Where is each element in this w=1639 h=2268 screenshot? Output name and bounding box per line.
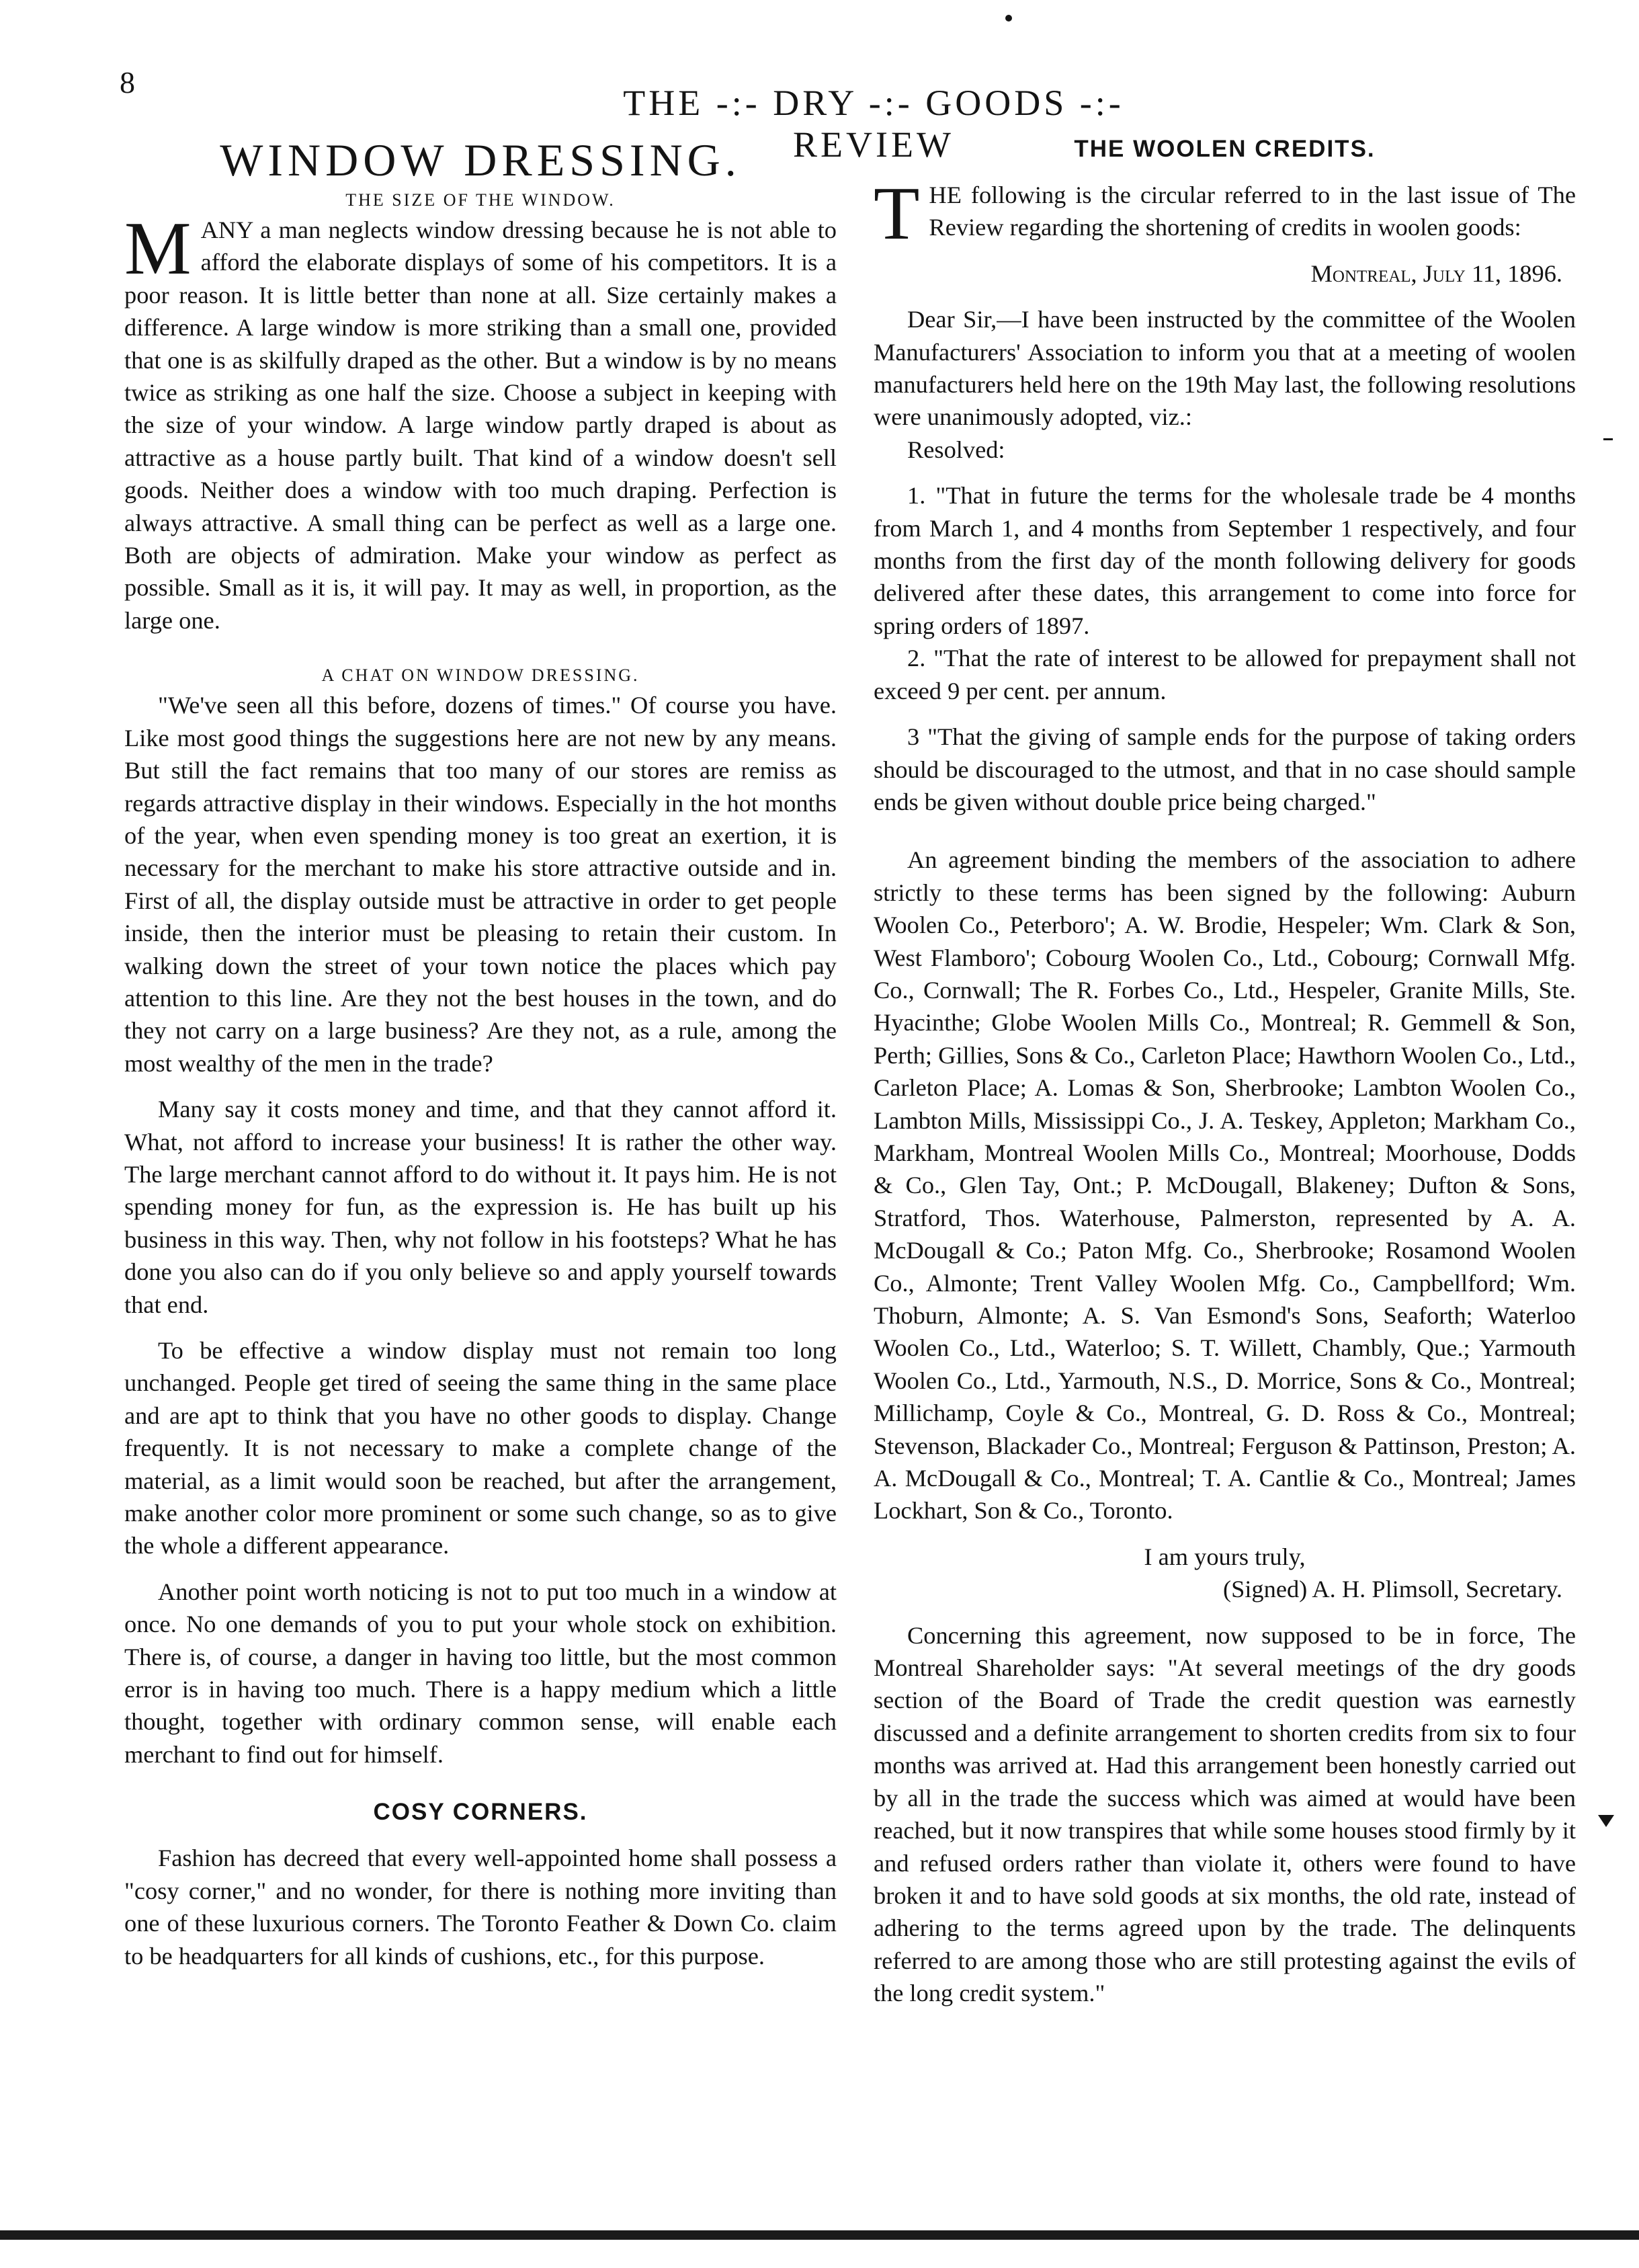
bottom-scan-edge <box>0 2230 1639 2240</box>
resolution-2: 2. "That the rate of interest to be allowed for prepayment shall not exceed 9 per cent. per annum. <box>874 645 1576 704</box>
woolen-credits-title: THE WOOLEN CREDITS. <box>1074 136 1376 162</box>
masthead: THE -:- DRY -:- GOODS -:- REVIEW <box>623 83 1124 165</box>
letter-opening: Dear Sir,—I have been instructed by the committee of the Woolen Manufacturers' Association to inform you that at a meeting of woolen manufacturers held here on the 19th May last, the following resolutions were unanimously adopted, viz.: <box>874 306 1576 431</box>
resolution-3: 3 "That the giving of sample ends for the purpose of taking orders should be discouraged to the utmost, and that in no case should sample ends be given without double price being charged." <box>874 723 1576 815</box>
size-of-window-subhead: THE SIZE OF THE WINDOW. <box>345 190 616 210</box>
window-dressing-title: WINDOW DRESSING. <box>220 134 741 186</box>
letter-date: Montreal, July 11, 1896. <box>1310 259 1562 287</box>
cosy-corners-paragraph: Fashion has decreed that every well-appointed home shall possess a "cosy corner," and no wonder, for there is nothing more inviting than one of these luxurious corners. The Toronto Feather & Down Co. claim to be headquarters for all kinds of cushions, etc., for this purpose. <box>124 1845 837 1970</box>
chat-paragraph-3: To be effective a window display must not remain too long unchanged. People get tired of seeing the same thing in the same place and are apt to think that you have no other goods to display. Change frequently. It is not necessary to make a complete change of the material, as a limit would soon be reached, but after the arrangement, make another color more prominent or some such change, so as to give the whole a different appearance. <box>124 1337 837 1560</box>
margin-tick-mark <box>1603 438 1613 440</box>
resolution-1: 1. "That in future the terms for the wholesale trade be 4 months from March 1, and 4 months from September 1 respectively, and four months from the first day of the month following delivery for goods delivered after these dates, this arrangement to come into force for spring orders of 1897. <box>874 482 1576 639</box>
letter-signoff: I am yours truly, <box>1144 1543 1306 1570</box>
chat-paragraph-4: Another point worth noticing is not to put too much in a window at once. No one demands of you to put your whole stock on exhibition. There is, of course, a danger in having too little, but the most common error is in having too much. There is a happy medium which a little thought, together with ordinary common sense, will enable each merchant to find out for himself. <box>124 1578 837 1768</box>
resolved-label: Resolved: <box>907 436 1005 463</box>
right-column <box>874 133 1576 2010</box>
ink-dot <box>1005 15 1012 22</box>
chat-on-window-dressing-subhead: A CHAT ON WINDOW DRESSING. <box>321 665 640 686</box>
drop-cap-t: T <box>874 172 920 255</box>
woolen-credits-intro <box>874 172 1576 255</box>
letter-signature: (Signed) A. H. Plimsoll, Secretary. <box>1222 1576 1562 1603</box>
page-number: 8 <box>120 65 135 99</box>
chat-paragraph-1: "We've seen all this before, dozens of times." Of course you have. Like most good things the suggestions here are not new by any means. But still the fact remains that too many of our stores are remiss as regards attractive display in their windows. Especially in the hot months of the year, when even spending money is too great an exertion, it is necessary for the merchant to make his store attractive outside and in. First of all, the display outside must be attractive in order to get people inside, then the interior must be pleasing to retain their custom. In walking down the street of your town notice the places which pay attention to this line. Are they not the best houses in the town, and do they not carry on a large business? Are they not, as a rule, among the most wealthy of the men in the trade? <box>124 692 837 1077</box>
margin-arrow-icon <box>1598 1815 1614 1827</box>
size-of-window-paragraph <box>124 207 837 637</box>
size-of-window-text: ANY a man neglects window dressing because he is not able to afford the elaborate displays of some of his competitors. It is a poor reason. It is little better than none at all. Size certainly makes a difference. A large window is more striking than a small one, provided that one is as skilfully draped as the other. But a window is by no means twice as striking as one half the size. Choose a subject in keeping with the size of your window. A large window partly draped is about as attractive as a house partly built. That kind of a window doesn't sell goods. Neither does a window with too much draping. Perfection is always attractive. A small thing can be perfect as well as a large one. Both are objects of admiration. Make your window as perfect as possible. Small as it is, it will pay. It may as well, in proportion, as the large one. <box>124 216 837 634</box>
woolen-credits-intro-text: HE following is the circular referred to in the last issue of The Review regarding the shortening of credits in woolen goods: <box>929 181 1576 241</box>
cosy-corners-title: COSY CORNERS. <box>373 1799 588 1826</box>
chat-paragraph-2: Many say it costs money and time, and that they cannot afford it. What, not afford to increase your business! It is rather the other way. The large merchant cannot afford to do without it. It pays him. He is not spending money for fun, as the expression is. He has built up his business in this way. Then, why not follow in his footsteps? What he has done you also can do if you only believe so and apply yourself towards that end. <box>124 1096 837 1318</box>
agreement-signatories: An agreement binding the members of the association to adhere strictly to these terms has been signed by the following: Auburn Woolen Co., Peterboro'; A. W. Brodie, Hespeler; Wm. Clark & Son, West Flamboro'; Cobourg Woolen Co., Ltd., Cobourg; Cornwall Mfg. Co., Cornwall; The R. Forbes Co., Ltd., Hespeler, Granite Mills, Ste. Hyacinthe; Globe Woolen Mills Co., Montreal; R. Gemmell & Son, Perth; Gillies, Sons & Co., Carleton Place; Hawthorn Woolen Co., Ltd., Carleton Place; A. Lomas & Son, Sherbrooke; Lambton Woolen Co., Lambton Mills, Mississippi Co., J. A. Teskey, Appleton; Markham Co., Markham, Montreal Woolen Mills Co., Montreal; Moorhouse, Dodds & Co., Glen Tay, Ont.; P. McDougall, Blakeney; Dufton & Sons, Stratford, Thos. Waterhouse, Palmerston, represented by A. A. McDougall & Co.; Paton Mfg. Co., Sherbrooke; Rosamond Woolen Co., Almonte; Trent Valley Woolen Mfg. Co., Campbellford; Wm. Thoburn, Almonte; A. S. Van Esmond's Sons, Seaforth; Waterloo Woolen Co., Ltd., Waterloo; S. T. Willett, Chambly, Que.; Yarmouth Woolen Co., Ltd., Yarmouth, N.S., D. Morrice, Sons & Co., Montreal; Millichamp, Coyle & Co., Montreal, G. D. Ross & Co., Montreal; Stevenson, Blackader Co., Montreal; Ferguson & Pattinson, Preston; A. A. McDougall & Co., Montreal; T. A. Cantlie & Co., Montreal; James Lockhart, Son & Co., Toronto. <box>874 846 1576 1525</box>
shareholder-commentary: Concerning this agreement, now supposed to be in force, The Montreal Shareholder says: "At several meetings of the dry goods section of the Board of Trade the credit question was earnestly discussed and a definite arrangement to shorten credits from six to four months was arrived at. Had this arrangement been honestly carried out by all in the trade the success which was aimed at would have been reached, but it now transpires that while some houses stood firmly by it and refused orders rather than violate it, others were found to have broken it and to have sold goods at six months, the old rate, instead of adhering to the terms agreed upon by the trade. The delinquents referred to are among those who are still protesting against the evils of the long credit system." <box>874 1621 1576 2007</box>
drop-cap-m: M <box>124 207 192 290</box>
left-column <box>124 133 837 1972</box>
